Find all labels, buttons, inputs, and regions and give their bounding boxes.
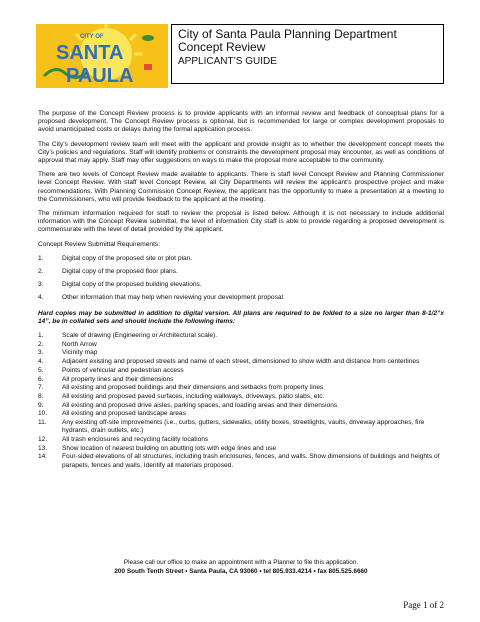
footer: [38, 559, 444, 576]
list-item: [38, 376, 444, 384]
list-number: 6.: [38, 375, 44, 383]
list-text: Four-sided elevations of all structures, including trash enclosures, fences, and walls. Show dimensions of buildings and heights of parapets, fences and walls. Identify all materials proposed.: [62, 453, 440, 469]
list-item: [38, 281, 444, 289]
logo-word-santa: SANTA: [56, 42, 124, 64]
paragraph-purpose: The purpose of the Concept Review process is to provide applicants with an informal review and feedback of conceptual plans for a proposed development. The Concept Review process is optional, but is recommended for large or complex development proposals to avoid unanticipated costs or delays during the formal application process.: [38, 110, 444, 134]
logo-top-text: CITY OF: [80, 34, 104, 40]
list-text: Scale of drawing (Engineering or Architectural scale).: [62, 332, 218, 340]
list-text: All property lines and their dimensions: [62, 375, 174, 383]
list-text: Digital copy of the proposed site or plot plan.: [62, 254, 193, 262]
city-logo: [36, 24, 168, 88]
list-number: 1.: [38, 254, 44, 262]
list-item: [38, 358, 444, 366]
footer-call-line: Please call our office to make an appointment with a Planner to file this application.: [123, 559, 359, 566]
list-number: 3.: [38, 281, 44, 289]
city-logo-graphic: [36, 24, 168, 88]
list-text: Adjacent existing and proposed streets and name of each street, dimensioned to show width and distance from centerlines: [62, 358, 420, 366]
list-item: [38, 268, 444, 276]
logo-word-paula: PAULA: [66, 65, 134, 87]
list-number: 8.: [38, 392, 44, 400]
list-item: [38, 384, 444, 392]
list-number: 4.: [38, 358, 44, 366]
requirements-heading: Concept Review Submittal Requirements:: [38, 240, 161, 248]
list-text: Show location of nearest building on abutting lots with edge lines and use: [62, 444, 277, 452]
list-text: All existing and proposed drive aisles, parking spaces, and loading areas and their dimensions: [62, 401, 338, 409]
list-item: [38, 341, 444, 349]
paragraph-review-levels: There are two levels of Concept Review made available to applicants. There is staff level Concept Review and Planning Commissioner level Concept Review. With staff level Concept Review, all City Departments will review the applicant’s prospective project and make recommendations. With Planning Commission Concept Review, the applicant has the opportunity to make a presentation at a meeting to the Commissioners, who will provide feedback to the applicant at the meeting.: [38, 171, 444, 203]
department-title: City of Santa Paula Planning Department: [178, 27, 397, 41]
list-text: All existing and proposed paved surfaces, including walkways, driveways, patio slabs, etc.: [62, 392, 325, 400]
list-text: All trash enclosures and recycling facility locations: [62, 436, 209, 443]
plan-items-list: [38, 332, 444, 470]
list-item: [38, 294, 444, 302]
list-item: [38, 436, 444, 444]
list-number: 7.: [38, 384, 44, 392]
list-number: 5.: [38, 366, 44, 374]
list-item: [38, 419, 444, 435]
list-text: North Arrow: [62, 340, 97, 348]
list-item: [38, 402, 444, 410]
list-text: Digital copy of the proposed floor plans.: [62, 268, 178, 276]
list-item: [38, 453, 444, 469]
document-body: [38, 110, 444, 476]
list-text: Any existing off-site improvements (i.e., curbs, gutters, sidewalks, utility boxes, streetlights, vaults, driveway approaches, fire hydrants, drain outlets, etc.): [62, 419, 425, 435]
list-text: Vicinity map: [62, 349, 98, 357]
title-box: [171, 24, 444, 84]
list-number: 12.: [38, 436, 48, 443]
footer-address: 200 South Tenth Street • Santa Paula, CA 93060 • tel 805.933.4214 • fax 805.525.6660: [114, 567, 368, 575]
hard-copy-note: Hard copies may be submitted in addition to digital version. All plans are required to be folded to a size no larger than 8-1/2”x 14”, be in collated sets and should include the following items:: [38, 309, 444, 325]
list-number: 10.: [38, 410, 48, 418]
list-text: All existing and proposed buildings and their dimensions and setbacks from property lines: [62, 384, 324, 392]
list-text: Points of vehicular and pedestrian access: [62, 366, 184, 374]
list-number: 13.: [38, 444, 48, 452]
list-text: All existing and proposed landscape areas: [62, 410, 186, 418]
list-number: 14.: [38, 453, 48, 461]
document-title: Concept Review: [178, 40, 266, 54]
list-item: [38, 349, 444, 357]
list-number: 4.: [38, 294, 44, 302]
list-item: [38, 255, 444, 263]
list-number: 1.: [38, 332, 44, 340]
list-item: [38, 445, 444, 453]
list-number: 11.: [38, 419, 47, 427]
list-item: [38, 367, 444, 375]
list-number: 3.: [38, 349, 44, 357]
list-number: 9.: [38, 401, 44, 409]
list-text: Other information that may help when reviewing your development proposal.: [62, 294, 285, 302]
list-item: [38, 332, 444, 340]
paragraph-minimum-info: The minimum information required for staff to review the proposal is listed below. Although it is not necessary to include additional information with the Concept Review submittal, the level of information City staff is able to provide regarding a proposed development is commensurate with the level of detail provided by the applicant.: [38, 210, 444, 234]
list-text: Digital copy of the proposed building elevations.: [62, 281, 202, 289]
digital-requirements-list: [38, 255, 444, 303]
document-subtitle: APPLICANT’S GUIDE: [178, 56, 277, 67]
list-item: [38, 393, 444, 401]
list-item: [38, 410, 444, 418]
paragraph-review-team: The City’s development review team will meet with the applicant and provide insight as to whether the development concept meets the City’s policies and regulations. Staff will identify problems or constraints the development proposal may encounter, as well as conditions of approval that may apply. Staff may offer suggestions on ways to make the proposal more acceptable to the community.: [38, 140, 444, 165]
list-number: 2.: [38, 268, 44, 276]
list-number: 2.: [38, 340, 44, 348]
page-number: Page 1 of 2: [403, 600, 444, 610]
